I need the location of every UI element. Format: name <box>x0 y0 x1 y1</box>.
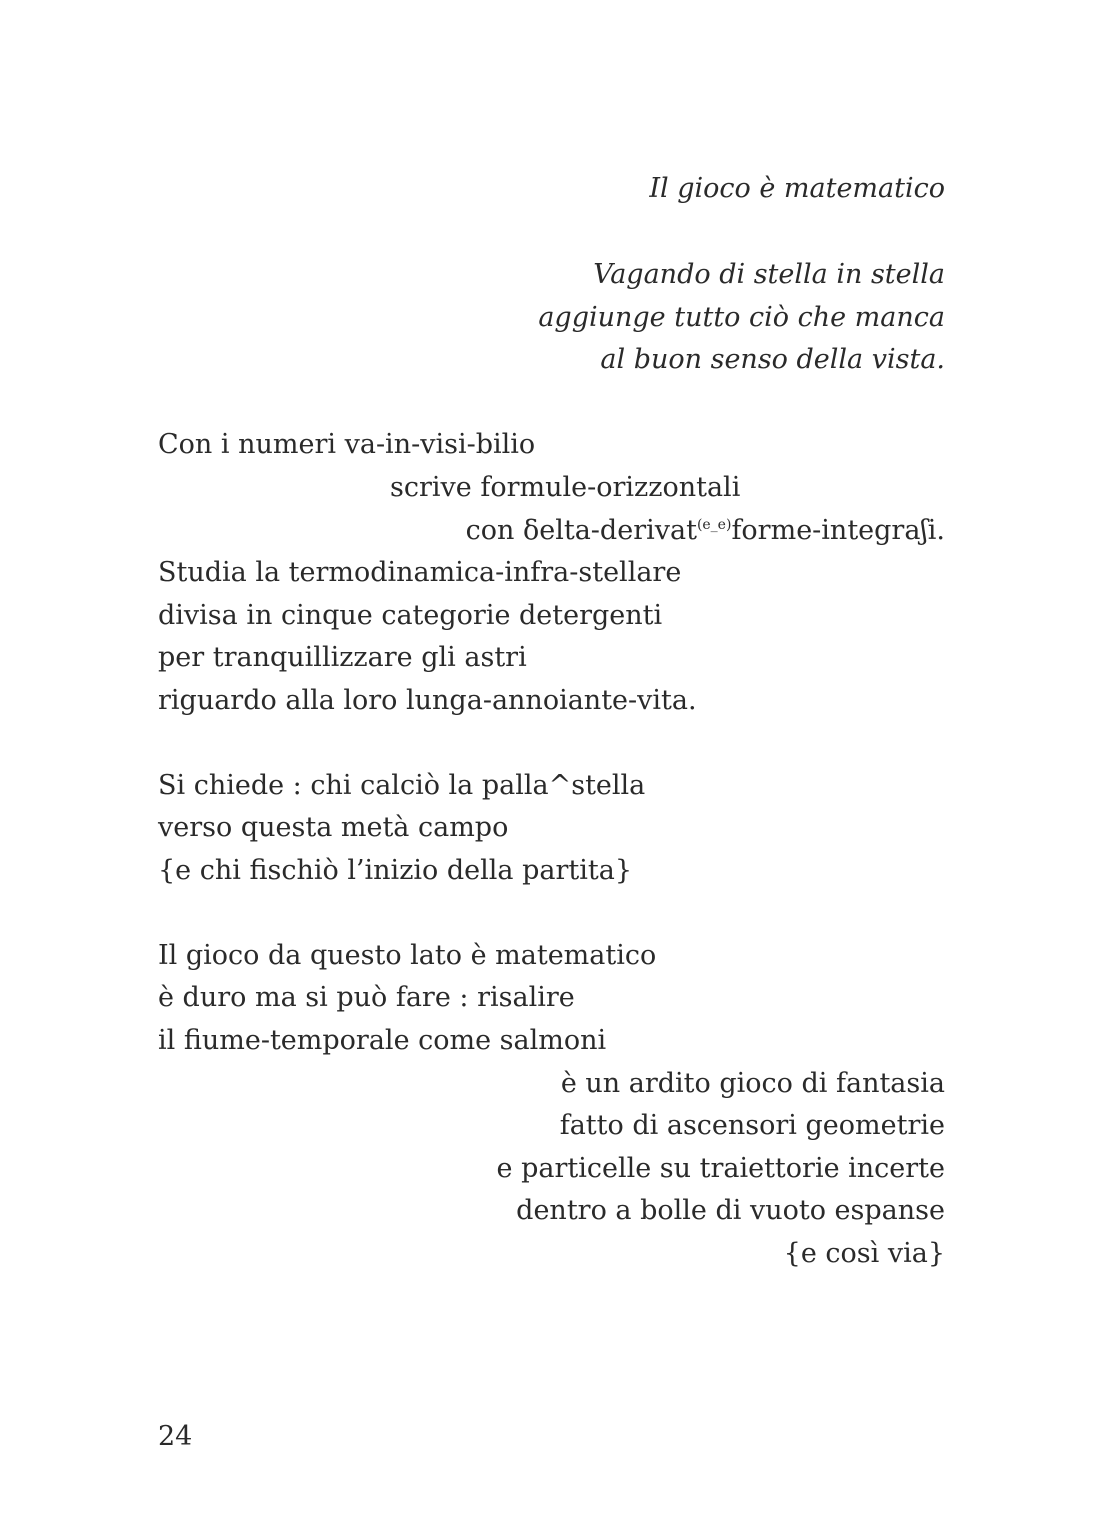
stanza3-line-1: Il gioco da questo lato è matematico <box>158 940 657 971</box>
stanza2-line-2: verso questa metà campo <box>158 812 509 843</box>
epigraph-line-3: al buon senso della vista. <box>600 344 945 375</box>
stanza2-line-1: Si chiede : chi calciò la palla^stella <box>158 770 646 801</box>
epigraph-line-2: aggiunge tutto ciò che manca <box>538 302 945 333</box>
stanza3-line-2: è duro ma si può fare : risalire <box>158 982 575 1013</box>
stanza3-line-6: e particelle su traiettorie incerte <box>496 1153 945 1184</box>
stanza3-line-8: {e così via} <box>783 1238 945 1269</box>
stanza1-line-3 <box>466 514 945 548</box>
stanza3-line-7: dentro a bolle di vuoto espanse <box>516 1195 945 1226</box>
stanza1-line-7: riguardo alla loro lunga-annoiante-vita. <box>158 685 697 716</box>
stanza3-line-3: il fiume-temporale come salmoni <box>158 1025 607 1056</box>
epigraph-line-1: Vagando di stella in stella <box>593 259 945 290</box>
stanza1-line-4: Studia la termodinamica-infra-stellare <box>158 557 682 588</box>
stanza1-line-3-superscript: (e_e) <box>696 517 732 533</box>
stanza1-line-1: Con i numeri va-in-visi-bilio <box>158 429 536 460</box>
stanza3-line-4: è un ardito gioco di fantasia <box>560 1068 945 1099</box>
stanza1-line-5: divisa in cinque categorie detergenti <box>158 600 663 631</box>
poem-title: Il gioco è matematico <box>649 173 945 204</box>
stanza1-line-3-pre: con δelta-derivat <box>465 515 697 546</box>
stanza3-line-5: fatto di ascensori geometrie <box>559 1110 945 1141</box>
stanza1-line-6: per tranquillizzare gli astri <box>158 642 527 673</box>
stanza1-line-2: scrive formule-orizzontali <box>390 472 741 503</box>
page-number: 24 <box>158 1421 193 1452</box>
stanza1-line-3-post: forme-integraʃi. <box>731 515 945 546</box>
stanza2-line-3: {e chi fischiò l’inizio della partita} <box>158 855 633 886</box>
